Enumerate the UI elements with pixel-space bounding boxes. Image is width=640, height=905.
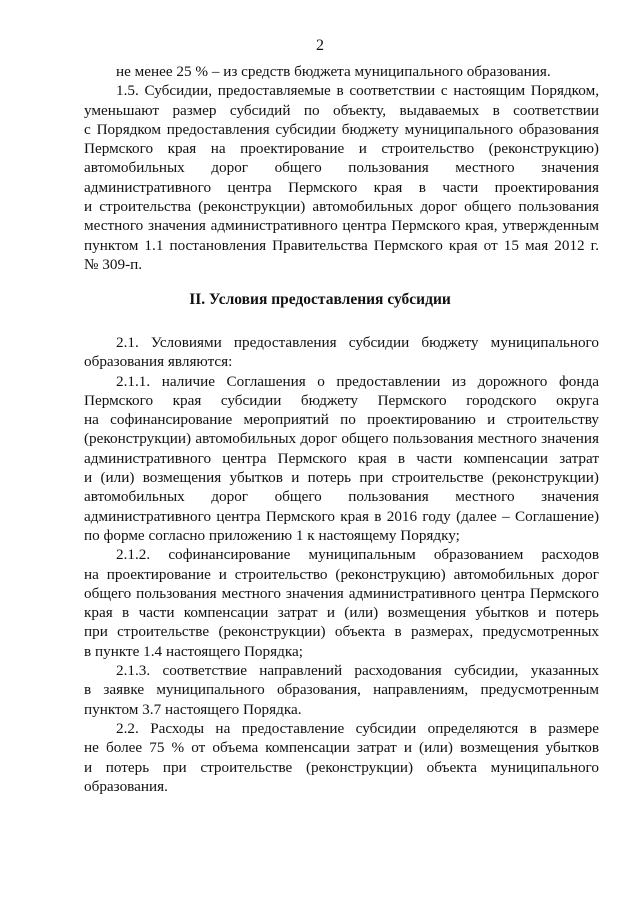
text-line: и потерь при строительстве (реконструкции) объекта муниципального [84, 758, 599, 776]
section-1-text [84, 62, 599, 274]
text-line: административного центра Пермского края в части компенсации затрат [84, 449, 599, 467]
text-line: не менее 25 % – из средств бюджета муниципального образования. [116, 63, 551, 80]
text-line: с Порядком предоставления субсидии бюджету муниципального образования [84, 120, 599, 138]
text-line: пунктом 1.1 постановления Правительства Пермского края от 15 мая 2012 г. [84, 236, 599, 254]
text-line: местного значения административного центра Пермского края, утвержденным [84, 217, 599, 235]
page-number: 2 [316, 37, 324, 54]
text-line: автомобильных дорог общего пользования местного значения [84, 488, 599, 506]
text-line: Пермского края субсидии бюджету Пермского городского округа [84, 391, 599, 409]
text-line: уменьшают размер субсидий по объекту, выдаваемых в соответствии [84, 101, 599, 119]
text-line: № 309-п. [84, 255, 143, 273]
text-line: в пункте 1.4 настоящего Порядка; [84, 642, 303, 660]
text-line: 1.5. Субсидии, предоставляемые в соответствии с настоящим Порядком, [116, 82, 599, 100]
text-line: 2.1.2. софинансирование муниципальным образованием расходов [116, 546, 599, 564]
text-line: 2.1.3. соответствие направлений расходования субсидии, указанных [116, 662, 599, 680]
text-line: пунктом 3.7 настоящего Порядка. [84, 700, 302, 718]
text-line: не более 75 % от объема компенсации затрат и (или) возмещения убытков [84, 739, 599, 757]
text-line: на софинансирование мероприятий по проектированию и строительству [84, 411, 599, 429]
text-line: общего пользования местного значения административного центра Пермского [84, 584, 599, 602]
text-line: края в части компенсации затрат и (или) возмещения убытков и потерь [84, 604, 599, 622]
text-line: 2.2. Расходы на предоставление субсидии определяются в размере [116, 719, 599, 737]
section-heading: II. Условия предоставления субсидии [189, 291, 451, 308]
text-line: 2.1.1. наличие Соглашения о предоставлении из дорожного фонда [116, 372, 599, 390]
text-line: на проектирование и строительство (реконструкцию) автомобильных дорог [84, 565, 599, 583]
text-line: административного центра Пермского края в части проектирования [84, 178, 599, 196]
text-line: (реконструкции) автомобильных дорог общего пользования местного значения [84, 430, 599, 448]
section-2-text [84, 333, 599, 796]
text-line: образования. [84, 777, 168, 795]
text-line: образования являются: [84, 353, 233, 371]
text-line: и строительства (реконструкции) автомобильных дорог общего пользования [84, 198, 599, 216]
text-line: Пермского края на проектирование и строительство (реконструкцию) [84, 140, 599, 158]
text-line: в заявке муниципального образования, направлениям, предусмотренным [84, 681, 599, 699]
text-line: 2.1. Условиями предоставления субсидии бюджету муниципального [116, 334, 599, 351]
text-line: автомобильных дорог общего пользования местного значения [84, 159, 599, 177]
text-line: и (или) возмещения убытков и потерь при строительстве (реконструкции) [84, 469, 599, 487]
text-line: при строительстве (реконструкции) объекта в размерах, предусмотренных [84, 623, 599, 641]
text-line: по форме согласно приложению 1 к настоящему Порядку; [84, 526, 460, 544]
text-line: административного центра Пермского края в 2016 году (далее – Соглашение) [84, 507, 599, 525]
